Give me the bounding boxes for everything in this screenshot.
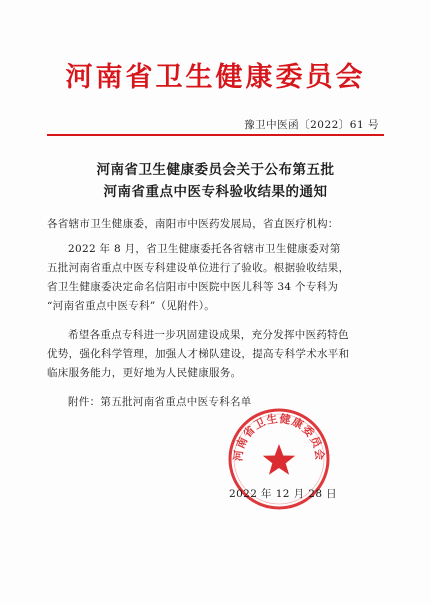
red-divider-line: [47, 134, 384, 136]
paragraph-1-line-4: “河南省重点中医专科”（见附件）。: [47, 300, 216, 312]
agency-header-title: 河南省卫生健康委员会: [65, 62, 366, 93]
svg-text:河南省卫生健康委员会: 河南省卫生健康委员会: [231, 412, 327, 462]
paragraph-1-line-1: 2022 年 8 月，省卫生健康委托各省辖市卫生健康委对第: [68, 243, 341, 255]
seal-star-icon: [263, 444, 295, 475]
notice-title-line-1: 河南省卫生健康委员会关于公布第五批: [96, 162, 335, 178]
notice-title-line-2: 河南省重点中医专科验收结果的通知: [103, 184, 328, 200]
paragraph-2-line-3: 临床服务能力，更好地为人民健康服务。: [47, 367, 242, 379]
document-number: 豫卫中医函〔2022〕61 号: [244, 119, 379, 131]
paragraph-1-line-3: 省卫生健康委决定命名信阳市中医院中医儿科等 34 个专科为: [47, 281, 339, 293]
attachment-note: 附件：第五批河南省重点中医专科名单: [68, 396, 252, 408]
issue-date: 2022 年 12 月 28 日: [229, 488, 338, 500]
paragraph-1-line-2: 五批河南省重点中医专科建设单位进行了验收。根据验收结果，: [47, 262, 350, 274]
paragraph-2-line-2: 优势，强化科学管理，加强人才梯队建设，提高专科学术水平和: [47, 348, 350, 360]
salutation: 各省辖市卫生健康委，南阳市中医药发展局，省直医疗机构：: [47, 218, 339, 230]
paragraph-2-line-1: 希望各重点专科进一步巩固建设成果，充分发挥中医药特色: [68, 329, 349, 341]
